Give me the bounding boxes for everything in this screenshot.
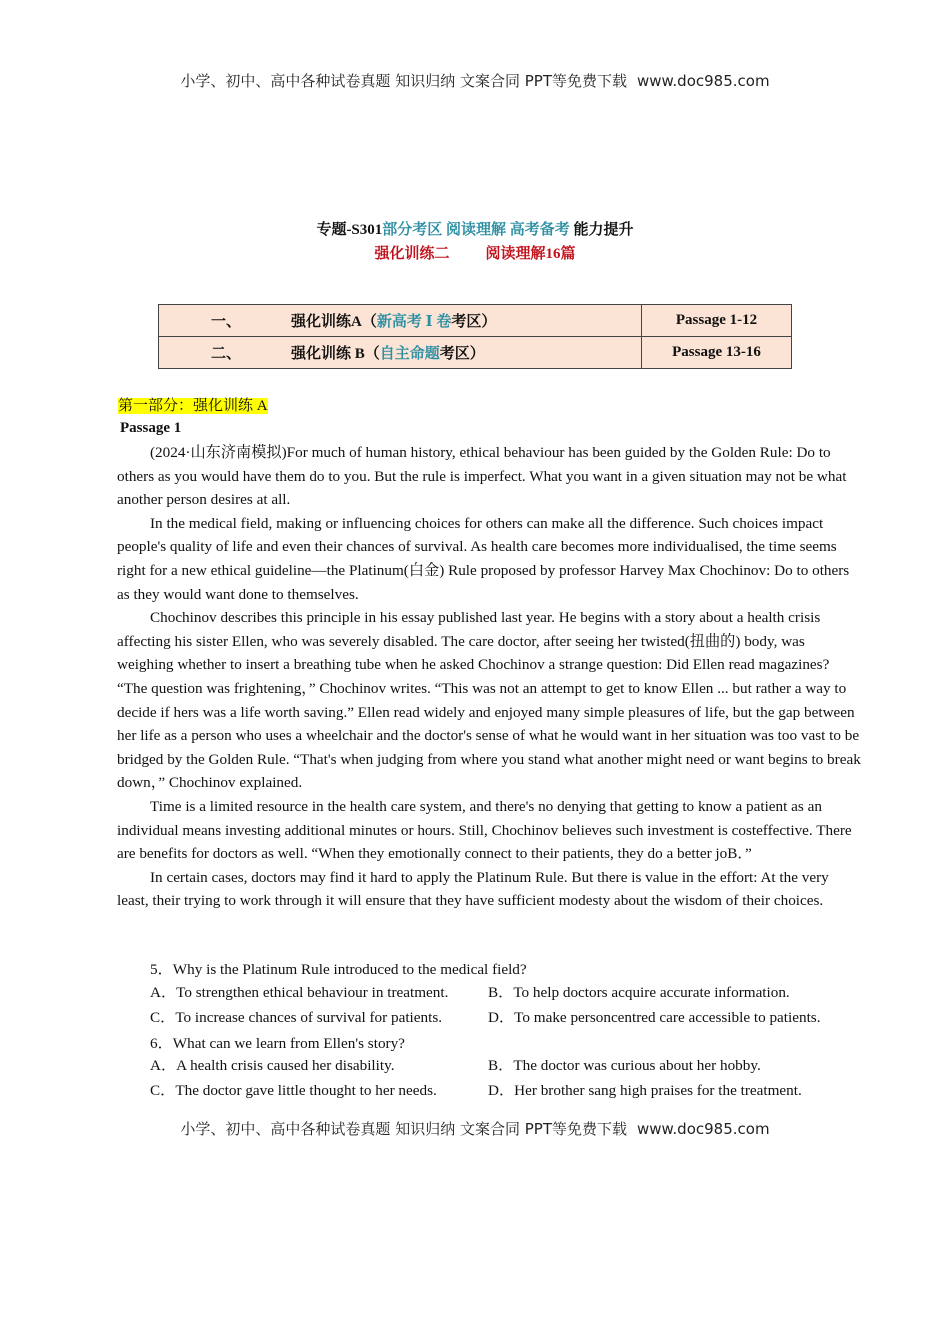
title-suffix: 能力提升 [573,222,634,238]
option-c: C．To increase chances of survival for patients. [150,1008,443,1026]
header-banner [0,70,950,91]
option-b: B．To help doctors acquire accurate information. [488,984,790,1001]
subtitle-right: 阅读理解16篇 [485,246,576,262]
contents-label-end: 考区） [451,314,497,330]
contents-label-highlight: 自主命题 [379,346,440,362]
part-heading: 第一部分：强化训练 A [118,398,268,414]
contents-row [159,305,792,337]
title-prefix: 专题-S301 [316,222,383,238]
footer-banner [0,1118,950,1139]
document-subtitle [0,242,950,263]
option-column-left [150,1054,437,1103]
option-column-right [488,981,821,1030]
question-stem: 6．What can we learn from Ellen's story? [150,1035,405,1052]
contents-label: 强化训练 B（ [291,346,380,362]
option-d: D．Her brother sang high praises for the treatment. [488,1081,802,1099]
title-topic: 部分考区 阅读理解 高考备考 [382,222,570,238]
contents-label-highlight: 新高考 Ⅰ 卷 [376,314,452,330]
contents-label-cell [159,305,642,337]
passage-title: Passage 1 [120,420,182,436]
contents-number: 一、 [210,314,241,330]
option-column-left [150,981,448,1030]
contents-label: 强化训练A（ [291,314,377,330]
paragraph: In the medical field, making or influencing choices for others can make all the difference. Such choices impact people's quality of life and even their chances of survival. As health care becomes more individualised, the time seems right for a new ethical guideline—the Platinum(白金) Rule proposed by professor Harvey Max Chochinov: Do to others as they would want done to themselves. [117,514,850,603]
banner-text: 小学、初中、高中各种试卷真题 知识归纳 文案合同 PPT等免费下载 [180,1120,627,1138]
option-c: C．The doctor gave little thought to her needs. [150,1081,437,1099]
banner-url[interactable]: www.doc985.com [636,72,770,90]
paragraph: (2024·山东济南模拟)For much of human history, ethical behaviour has been guided by the Golden Rule: Do to others as you would have them do to you. But the rule is imperfect. What you want in a given situation may not be what another person desires at all. [117,444,847,509]
passage-body [117,441,863,913]
contents-range: Passage 13-16 [642,337,792,369]
paragraph: In certain cases, doctors may find it hard to apply the Platinum Rule. But there is value in the effort: At the very least, their trying to work through it will ensure that they have sufficient modesty about the wisdom of their choices. [117,868,829,910]
paragraph: Time is a limited resource in the health care system, and there's no denying that getting to know a patient as an individual means investing additional minutes or hours. Still, Chochinov believes such investment is costeffective. There are benefits for doctors as well. “When they emotionally connect to their patients, they do a better joB．” [117,797,852,863]
document-title [0,218,950,239]
paragraph: Chochinov describes this principle in his essay published last year. He begins with a story about a health crisis affecting his sister Ellen, who was severely disabled. The care doctor, after seeing her twisted(扭曲的) body, was weighing whether to insert a breathing tube when he asked Chochinov a strange question: Did Ellen read magazines? “The question was frightening，” Chochinov writes. “This was not an attempt to get to know Ellen ... but rather a way to decide if hers was a life worth saving.” Ellen read widely and enjoyed many simple pleasures of life, but the gap between her life as a person who uses a wheelchair and the doctor's sense of what he would want in her situation was too vast to be bridged by the Golden Rule. “That's when judging from where you stand what another might need or want begins to break down，” Chochinov explained. [117,609,861,792]
question-stem: 5．Why is the Platinum Rule introduced to the medical field? [150,961,527,978]
contents-range: Passage 1-12 [642,305,792,337]
banner-text: 小学、初中、高中各种试卷真题 知识归纳 文案合同 PPT等免费下载 [180,72,627,90]
option-a: A．A health crisis caused her disability. [150,1057,395,1074]
option-b: B．The doctor was curious about her hobby. [488,1057,761,1074]
option-a: A．To strengthen ethical behaviour in treatment. [150,984,449,1001]
contents-label-end: 考区） [439,346,485,362]
contents-label-cell [159,337,642,369]
contents-table [158,304,792,369]
contents-row [159,337,792,369]
banner-url[interactable]: www.doc985.com [636,1120,770,1138]
subtitle-left: 强化训练二 [374,246,450,262]
contents-number: 二、 [210,346,241,362]
option-d: D．To make personcentred care accessible to patients. [488,1008,821,1026]
option-column-right [488,1054,802,1103]
